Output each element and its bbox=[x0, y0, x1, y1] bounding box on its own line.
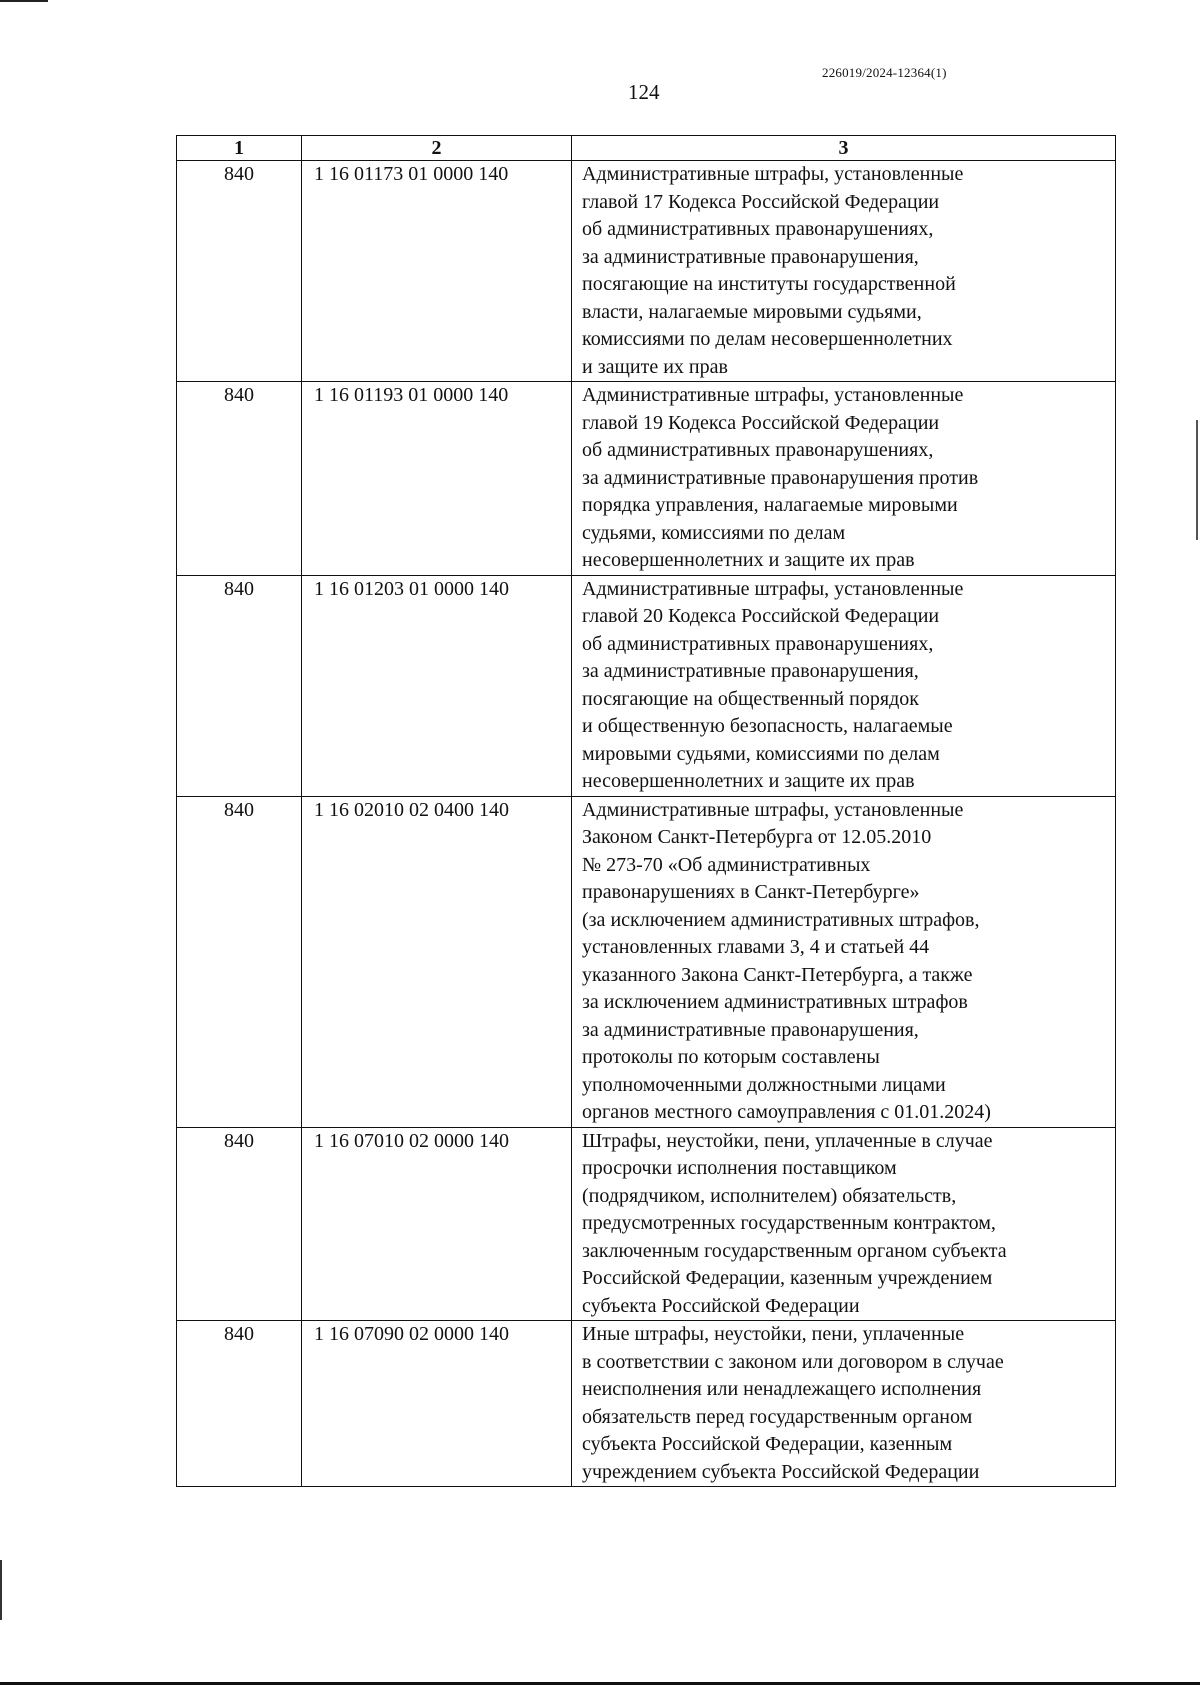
admin-code-cell: 840 bbox=[177, 1321, 302, 1487]
description-line: комиссиями по делам несовершеннолетних bbox=[582, 328, 953, 350]
document-registration-number: 226019/2024-12364(1) bbox=[822, 65, 947, 80]
description-line: № 273-70 «Об административных bbox=[582, 853, 871, 876]
description-line: Административные штрафы, установленные bbox=[582, 798, 964, 821]
description-line: неисполнения или ненадлежащего исполнения bbox=[582, 1378, 982, 1400]
table-body bbox=[177, 161, 1116, 1487]
column-header-1: 1 bbox=[177, 136, 302, 161]
description-line: (подрядчиком, исполнителем) обязательств, bbox=[582, 1184, 957, 1207]
budget-classification-code-cell: 1 16 01193 01 0000 140 bbox=[302, 382, 572, 576]
description-line: посягающие на общественный порядок bbox=[582, 687, 919, 710]
description-line: и общественную безопасность, налагаемые bbox=[582, 715, 953, 737]
description-line: Законом Санкт-Петербурга от 12.05.2010 bbox=[582, 826, 932, 848]
revenue-description-cell bbox=[572, 796, 1116, 1127]
column-header-2: 2 bbox=[302, 136, 572, 161]
revenue-description-cell bbox=[572, 1321, 1116, 1487]
revenue-description-cell bbox=[572, 575, 1116, 796]
revenue-description-cell bbox=[572, 382, 1116, 576]
column-header-3: 3 bbox=[572, 136, 1116, 161]
description-line: протоколы по которым составлены bbox=[582, 1046, 880, 1068]
table-row bbox=[177, 1127, 1116, 1321]
table-row bbox=[177, 796, 1116, 1127]
description-line: Административные штрафы, установленные bbox=[582, 384, 964, 406]
budget-classification-code-cell: 1 16 01203 01 0000 140 bbox=[302, 575, 572, 796]
description-line: несовершеннолетних и защите их прав bbox=[582, 770, 915, 792]
table-row bbox=[177, 1321, 1116, 1487]
description-line: (за исключением административных штрафов, bbox=[582, 908, 980, 931]
description-line: об административных правонарушениях, bbox=[582, 218, 934, 240]
description-line: главой 17 Кодекса Российской Федерации bbox=[582, 190, 940, 213]
description-line: Иные штрафы, неустойки, пени, уплаченные bbox=[582, 1323, 965, 1345]
description-line: правонарушениях в Санкт-Петербурге» bbox=[582, 881, 920, 903]
description-line: несовершеннолетних и защите их прав bbox=[582, 549, 915, 571]
description-line: субъекта Российской Федерации, казенным bbox=[582, 1433, 953, 1455]
scan-edge-top bbox=[0, 0, 48, 2]
description-line: обязательств перед государственным органом bbox=[582, 1405, 973, 1428]
description-line: мировыми судьями, комиссиями по делам bbox=[582, 742, 940, 765]
table-row bbox=[177, 382, 1116, 576]
description-line: за административные правонарушения, bbox=[582, 1018, 919, 1041]
description-line: просрочки исполнения поставщиком bbox=[582, 1157, 897, 1179]
description-line: в соответствии с законом или договором в случае bbox=[582, 1350, 1004, 1373]
table-row bbox=[177, 575, 1116, 796]
description-line: власти, налагаемые мировыми судьями, bbox=[582, 300, 922, 323]
description-line: и защите их прав bbox=[582, 355, 728, 378]
admin-code-cell: 840 bbox=[177, 575, 302, 796]
description-line: Российской Федерации, казенным учреждением bbox=[582, 1267, 993, 1289]
budget-classification-code-cell: 1 16 07090 02 0000 140 bbox=[302, 1321, 572, 1487]
table-header-row bbox=[177, 136, 1116, 161]
description-line: посягающие на институты государственной bbox=[582, 273, 956, 295]
admin-code-cell: 840 bbox=[177, 796, 302, 1127]
description-line: об административных правонарушениях, bbox=[582, 439, 934, 461]
budget-classification-code-cell: 1 16 07010 02 0000 140 bbox=[302, 1127, 572, 1321]
description-line: за административные правонарушения, bbox=[582, 660, 919, 682]
scan-edge-left bbox=[0, 1560, 2, 1620]
description-line: Административные штрафы, установленные bbox=[582, 577, 964, 600]
description-line: Административные штрафы, установленные bbox=[582, 163, 964, 185]
description-line: заключенным государственным органом субъекта bbox=[582, 1239, 1007, 1262]
description-line: уполномоченными должностными лицами bbox=[582, 1073, 946, 1096]
description-line: за административные правонарушения, bbox=[582, 245, 919, 268]
description-line: субъекта Российской Федерации bbox=[582, 1294, 860, 1317]
table-header bbox=[177, 136, 1116, 161]
description-line: Штрафы, неустойки, пени, уплаченные в случае bbox=[582, 1129, 993, 1152]
revenue-description-cell bbox=[572, 1127, 1116, 1321]
description-line: органов местного самоуправления с 01.01.2024) bbox=[582, 1101, 991, 1123]
table-row bbox=[177, 161, 1116, 382]
description-line: порядка управления, налагаемые мировыми bbox=[582, 494, 958, 516]
revenue-description-cell bbox=[572, 161, 1116, 382]
description-line: предусмотренных государственным контрактом, bbox=[582, 1212, 996, 1234]
description-line: об административных правонарушениях, bbox=[582, 632, 934, 655]
description-line: за исключением административных штрафов bbox=[582, 991, 968, 1013]
description-line: указанного Закона Санкт-Петербурга, а также bbox=[582, 963, 973, 986]
page-number: 124 bbox=[628, 80, 660, 104]
admin-code-cell: 840 bbox=[177, 1127, 302, 1321]
description-line: судьями, комиссиями по делам bbox=[582, 521, 846, 544]
description-line: учреждением субъекта Российской Федерации bbox=[582, 1460, 980, 1483]
admin-code-cell: 840 bbox=[177, 161, 302, 382]
budget-codes-table bbox=[176, 135, 1116, 1487]
description-line: главой 20 Кодекса Российской Федерации bbox=[582, 605, 940, 627]
budget-classification-code-cell: 1 16 02010 02 0400 140 bbox=[302, 796, 572, 1127]
description-line: главой 19 Кодекса Российской Федерации bbox=[582, 411, 940, 434]
budget-classification-code-cell: 1 16 01173 01 0000 140 bbox=[302, 161, 572, 382]
description-line: за административные правонарушения против bbox=[582, 466, 979, 489]
admin-code-cell: 840 bbox=[177, 382, 302, 576]
description-line: установленных главами 3, 4 и статьей 44 bbox=[582, 936, 930, 958]
scan-edge-right bbox=[1196, 420, 1198, 540]
